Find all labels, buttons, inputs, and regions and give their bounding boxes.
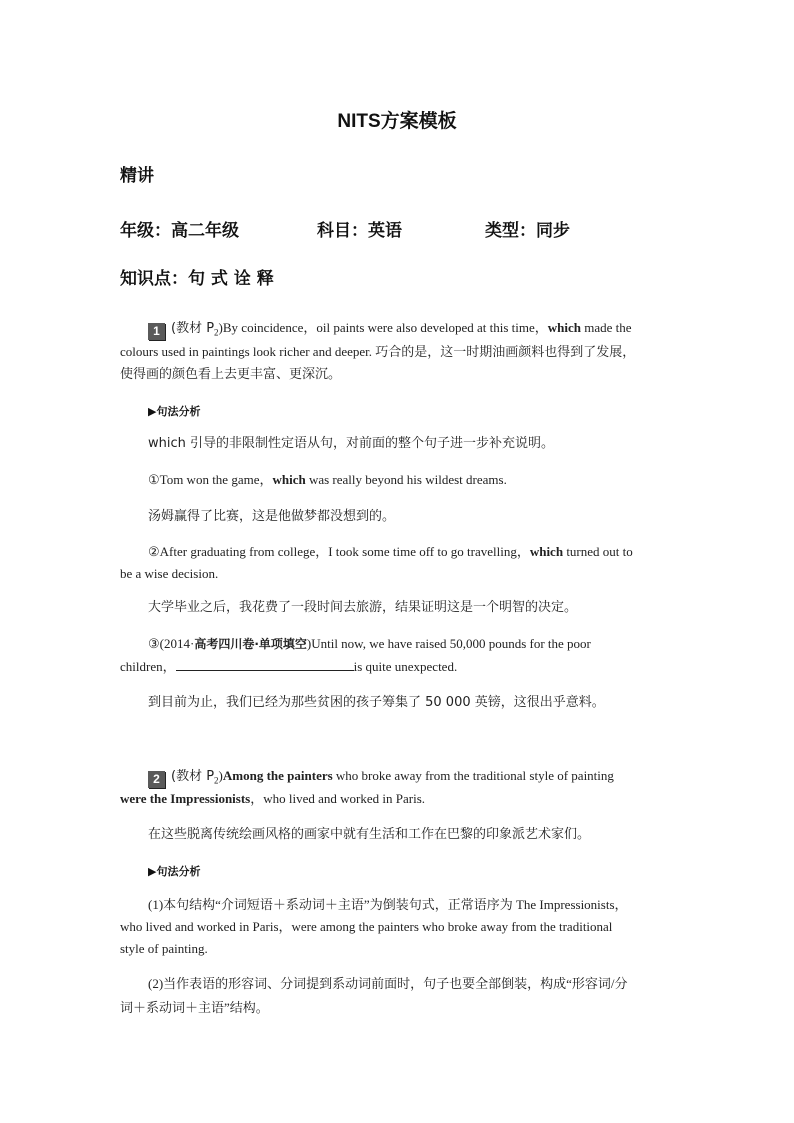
- keyword: which: [529, 544, 564, 559]
- item2-translation: 在这些脱离传统绘画风格的画家中就有生活和工作在巴黎的印象派艺术家们。: [148, 827, 591, 842]
- analysis-heading: ▶句法分析: [148, 865, 201, 878]
- example-text: was really beyond his wildest dreams.: [305, 472, 507, 487]
- analysis-point-2-line1: (2)当作表语的形容词、分词提到系动词前面时，句子也要全部倒装，构成“形容词/分: [148, 976, 628, 991]
- item1-line1: [148, 317, 632, 344]
- analysis-heading: ▶句法分析: [148, 405, 201, 418]
- section-heading: 精讲: [120, 166, 154, 186]
- example-2: [148, 541, 633, 563]
- sentence-text: who broke away from the traditional style of painting: [332, 768, 614, 783]
- source-ref-sub: 2: [214, 327, 219, 338]
- example-text: )Until now, we have raised 50,000 pounds for the poor: [306, 636, 591, 651]
- item1-line3: 使得画的颜色看上去更丰富、更深沉。: [120, 367, 342, 382]
- analysis-text: which 引导的非限制性定语从句，对前面的整个句子进一步补充说明。: [148, 436, 555, 451]
- example-2-translation: 大学毕业之后，我花费了一段时间去旅游，结果证明这是一个明智的决定。: [148, 600, 578, 615]
- example-3: [148, 633, 591, 655]
- keyword: which: [547, 320, 582, 335]
- source-label: 高考四川卷·单项填空: [194, 637, 307, 651]
- keyword: Among the painters: [222, 768, 333, 783]
- example-2-line2: be a wise decision.: [120, 566, 219, 581]
- example-text: ②After graduating from college，I took some time off to go travelling，: [148, 544, 530, 559]
- example-1: [148, 469, 507, 491]
- grade-label: 年级：高二年级: [120, 221, 239, 241]
- keyword: were the Impressionists: [120, 791, 251, 806]
- keyword: which: [272, 472, 306, 487]
- answer-blank[interactable]: [176, 658, 354, 671]
- item2-line2: [120, 788, 425, 810]
- example-1-translation: 汤姆赢得了比赛，这是他做梦都没想到的。: [148, 509, 396, 524]
- source-ref-close: ): [218, 768, 223, 783]
- sentence-text: ，who lived and worked in Paris.: [250, 791, 426, 806]
- example-3-line2: [120, 656, 457, 678]
- item-number-badge: 2: [148, 771, 165, 788]
- source-ref-sub: 2: [214, 775, 219, 786]
- example-text: children，: [120, 659, 176, 674]
- analysis-point-1-line2: who lived and worked in Paris，were among the painters who broke away from the traditional: [120, 919, 613, 934]
- source-ref: (教材 P: [171, 769, 215, 784]
- example-3-translation: 到目前为止，我们已经为那些贫困的孩子筹集了 50 000 英镑，这很出乎意料。: [148, 695, 605, 710]
- example-text: ①Tom won the game，: [148, 472, 273, 487]
- meta-row: [120, 216, 680, 240]
- subject-label: 科目：英语: [317, 221, 402, 241]
- type-label: 类型：同步: [485, 221, 570, 241]
- analysis-point-2-line2: 词＋系动词＋主语”结构。: [120, 1000, 269, 1015]
- example-text: turned out to: [563, 544, 633, 559]
- analysis-point-1-line1: (1)本句结构“介词短语＋系动词＋主语”为倒装句式，正常语序为 The Impressionists，: [148, 897, 628, 912]
- item1-line2: colours used in paintings look richer and deeper. 巧合的是，这一时期油画颜料也得到了发展，: [120, 344, 636, 359]
- page-title: NITS方案模板: [337, 111, 457, 132]
- analysis-point-1-line3: style of painting.: [120, 941, 208, 956]
- example-text: is quite unexpected.: [353, 659, 458, 674]
- source-ref: (教材 P: [171, 321, 215, 336]
- example-text: ③(2014·: [148, 636, 195, 651]
- knowledge-point-heading: 知识点：句 式 诠 释: [120, 269, 274, 289]
- sentence-text: )By coincidence，oil paints were also developed at this time，: [218, 320, 548, 335]
- sentence-text: made the: [581, 320, 632, 335]
- item-number-badge: 1: [148, 323, 165, 340]
